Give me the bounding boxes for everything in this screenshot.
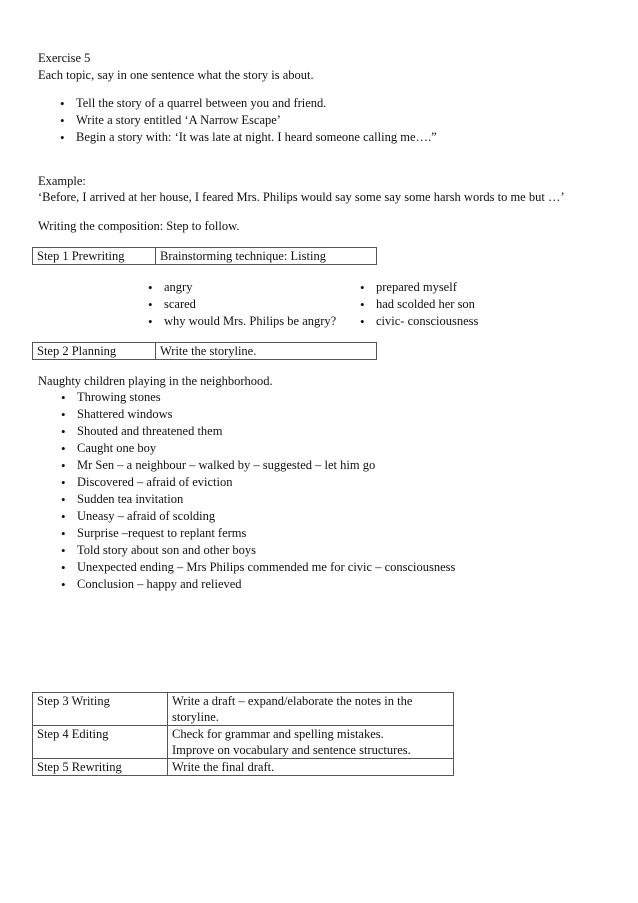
list-item: • Write a story entitled ‘A Narrow Escape’: [76, 112, 437, 129]
step3-label: Step 3 Writing: [33, 693, 168, 726]
list-item: • prepared myself: [376, 279, 478, 296]
list-item: • Surprise –request to replant ferms: [77, 525, 455, 542]
step1-box: [32, 247, 377, 265]
step1-list-right: [376, 279, 478, 330]
list-item: • Mr Sen – a neighbour – walked by – suggested – let him go: [77, 457, 455, 474]
list-item: • Sudden tea invitation: [77, 491, 455, 508]
step4-desc: Check for grammar and spelling mistakes. Improve on vocabulary and sentence structures.: [168, 726, 454, 759]
list-item: • Throwing stones: [77, 389, 455, 406]
step1-label: Step 1 Prewriting: [33, 248, 156, 264]
list-item: • Begin a story with: ‘It was late at night. I heard someone calling me….”: [76, 129, 437, 146]
step4-label: Step 4 Editing: [33, 726, 168, 759]
step3-desc: Write a draft – expand/elaborate the notes in the storyline.: [168, 693, 454, 726]
step2-label: Step 2 Planning: [33, 343, 156, 359]
storyline-list: [77, 389, 455, 593]
example-label: Example:: [38, 174, 86, 188]
storyline-intro: Naughty children playing in the neighborhood.: [38, 374, 273, 388]
list-item: • angry: [164, 279, 336, 296]
table-row: [33, 726, 454, 759]
list-item: • Caught one boy: [77, 440, 455, 457]
exercise-title: Exercise 5: [38, 51, 91, 65]
steps-table: [32, 692, 454, 776]
list-item: • civic- consciousness: [376, 313, 478, 330]
list-item: • Tell the story of a quarrel between you and friend.: [76, 95, 437, 112]
step2-box: [32, 342, 377, 360]
step1-desc: Brainstorming technique: Listing: [160, 249, 326, 263]
list-item: • Shouted and threatened them: [77, 423, 455, 440]
list-item: • Discovered – afraid of eviction: [77, 474, 455, 491]
list-item: • why would Mrs. Philips be angry?: [164, 313, 336, 330]
step5-desc: Write the final draft.: [168, 759, 454, 776]
table-row: [33, 759, 454, 776]
list-item: • scared: [164, 296, 336, 313]
list-item: • Conclusion – happy and relieved: [77, 576, 455, 593]
list-item: • Uneasy – afraid of scolding: [77, 508, 455, 525]
list-item: • Shattered windows: [77, 406, 455, 423]
step5-label: Step 5 Rewriting: [33, 759, 168, 776]
list-item: • had scolded her son: [376, 296, 478, 313]
list-item: • Unexpected ending – Mrs Philips commended me for civic – consciousness: [77, 559, 455, 576]
step2-desc: Write the storyline.: [160, 344, 257, 358]
example-text: ‘Before, I arrived at her house, I feared Mrs. Philips would say some say some harsh words to me but …’: [38, 190, 565, 204]
composition-heading: Writing the composition: Step to follow.: [38, 219, 240, 233]
exercise-instruction: Each topic, say in one sentence what the story is about.: [38, 68, 314, 82]
topic-list: [76, 95, 437, 146]
step1-list-left: [164, 279, 336, 330]
list-item: • Told story about son and other boys: [77, 542, 455, 559]
table-row: [33, 693, 454, 726]
